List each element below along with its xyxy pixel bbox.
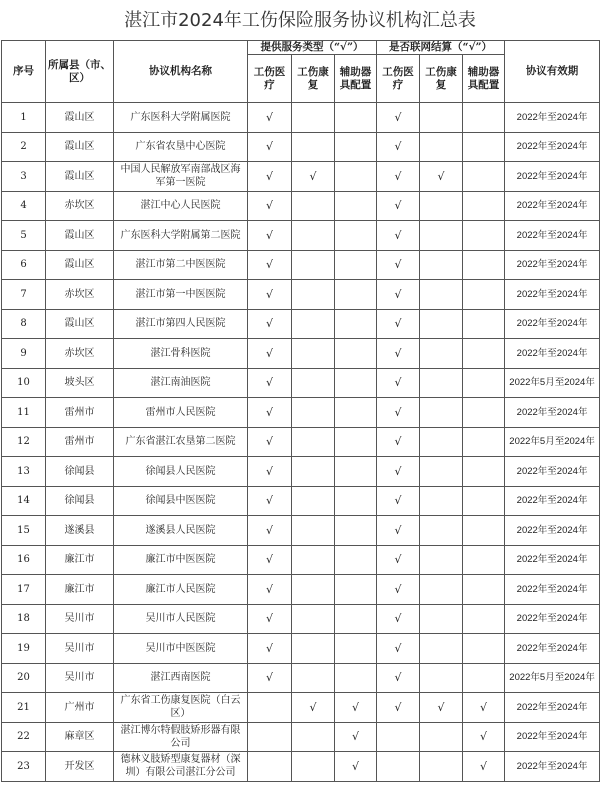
header-county: 所属县（市、区） [46, 41, 114, 103]
cell-name: 徐闻县中医医院 [114, 486, 248, 516]
cell-valid: 2022年5月至2024年 [505, 663, 600, 693]
cell-n-aid: √ [463, 722, 505, 752]
cell-s-rehab [292, 663, 335, 693]
table-row [2, 250, 600, 280]
cell-name: 广东医科大学附属医院 [114, 103, 248, 133]
cell-n-med [377, 752, 420, 782]
cell-s-aid [335, 309, 377, 339]
cell-s-med: √ [248, 250, 292, 280]
cell-s-aid [335, 250, 377, 280]
table-row [2, 663, 600, 693]
table-row [2, 103, 600, 133]
cell-seq: 12 [2, 427, 46, 457]
cell-s-aid [335, 486, 377, 516]
cell-valid: 2022年至2024年 [505, 162, 600, 192]
cell-valid: 2022年至2024年 [505, 280, 600, 310]
table-row [2, 752, 600, 782]
cell-s-rehab [292, 132, 335, 162]
header-service-medical: 工伤医疗 [248, 55, 292, 103]
cell-n-rehab [420, 191, 463, 221]
cell-n-med [377, 722, 420, 752]
cell-s-rehab [292, 398, 335, 428]
cell-s-rehab [292, 486, 335, 516]
cell-seq: 10 [2, 368, 46, 398]
cell-n-med: √ [377, 486, 420, 516]
cell-name: 湛江中心人民医院 [114, 191, 248, 221]
cell-s-med: √ [248, 427, 292, 457]
header-network-rehab: 工伤康复 [420, 55, 463, 103]
cell-seq: 3 [2, 162, 46, 192]
cell-valid: 2022年至2024年 [505, 398, 600, 428]
cell-county: 赤坎区 [46, 339, 114, 369]
cell-seq: 9 [2, 339, 46, 369]
table-row [2, 457, 600, 487]
cell-name: 广东省工伤康复医院（白云区） [114, 693, 248, 723]
cell-n-aid [463, 398, 505, 428]
cell-n-med: √ [377, 368, 420, 398]
cell-county: 雷州市 [46, 427, 114, 457]
cell-n-med: √ [377, 693, 420, 723]
cell-seq: 14 [2, 486, 46, 516]
cell-n-rehab [420, 221, 463, 251]
cell-seq: 23 [2, 752, 46, 782]
cell-s-med: √ [248, 457, 292, 487]
table-row [2, 545, 600, 575]
cell-seq: 5 [2, 221, 46, 251]
cell-s-rehab [292, 250, 335, 280]
header-name: 协议机构名称 [114, 41, 248, 103]
cell-s-aid [335, 516, 377, 546]
cell-n-rehab [420, 132, 463, 162]
cell-valid: 2022年至2024年 [505, 486, 600, 516]
cell-seq: 15 [2, 516, 46, 546]
cell-valid: 2022年5月至2024年 [505, 368, 600, 398]
cell-county: 廉江市 [46, 545, 114, 575]
cell-n-rehab [420, 339, 463, 369]
table-row [2, 575, 600, 605]
cell-valid: 2022年至2024年 [505, 457, 600, 487]
cell-valid: 2022年至2024年 [505, 722, 600, 752]
cell-n-rehab [420, 516, 463, 546]
table-row [2, 693, 600, 723]
cell-n-rehab: √ [420, 693, 463, 723]
cell-s-rehab [292, 368, 335, 398]
cell-valid: 2022年至2024年 [505, 516, 600, 546]
header-service-rehab: 工伤康复 [292, 55, 335, 103]
cell-n-med: √ [377, 398, 420, 428]
cell-s-med: √ [248, 339, 292, 369]
cell-n-med: √ [377, 132, 420, 162]
cell-n-rehab [420, 634, 463, 664]
cell-s-rehab [292, 103, 335, 133]
table-row [2, 280, 600, 310]
cell-n-rehab [420, 427, 463, 457]
cell-s-rehab [292, 545, 335, 575]
cell-n-aid [463, 309, 505, 339]
cell-county: 赤坎区 [46, 191, 114, 221]
table-row [2, 604, 600, 634]
cell-county: 徐闻县 [46, 457, 114, 487]
cell-s-aid [335, 427, 377, 457]
cell-n-rehab [420, 486, 463, 516]
table-row [2, 309, 600, 339]
cell-n-med: √ [377, 103, 420, 133]
cell-name: 廉江市中医医院 [114, 545, 248, 575]
cell-n-rehab [420, 250, 463, 280]
cell-n-rehab [420, 368, 463, 398]
cell-n-med: √ [377, 221, 420, 251]
cell-valid: 2022年至2024年 [505, 693, 600, 723]
cell-valid: 2022年至2024年 [505, 634, 600, 664]
cell-seq: 1 [2, 103, 46, 133]
cell-n-aid [463, 339, 505, 369]
cell-s-aid [335, 634, 377, 664]
cell-n-med: √ [377, 516, 420, 546]
cell-s-rehab [292, 339, 335, 369]
cell-s-aid [335, 221, 377, 251]
cell-n-med: √ [377, 280, 420, 310]
cell-county: 霞山区 [46, 250, 114, 280]
table-row [2, 427, 600, 457]
cell-s-rehab [292, 280, 335, 310]
cell-s-med: √ [248, 132, 292, 162]
cell-seq: 16 [2, 545, 46, 575]
cell-s-rehab: √ [292, 162, 335, 192]
cell-name: 吴川市人民医院 [114, 604, 248, 634]
cell-s-med [248, 722, 292, 752]
cell-n-med: √ [377, 309, 420, 339]
cell-county: 霞山区 [46, 162, 114, 192]
cell-county: 广州市 [46, 693, 114, 723]
cell-s-med: √ [248, 663, 292, 693]
cell-name: 湛江南油医院 [114, 368, 248, 398]
header-valid: 协议有效期 [505, 41, 600, 103]
cell-n-rehab [420, 722, 463, 752]
cell-county: 吴川市 [46, 604, 114, 634]
table-row [2, 221, 600, 251]
header-seq: 序号 [2, 41, 46, 103]
cell-county: 吴川市 [46, 663, 114, 693]
cell-valid: 2022年5月至2024年 [505, 427, 600, 457]
cell-s-med: √ [248, 103, 292, 133]
cell-seq: 4 [2, 191, 46, 221]
cell-county: 坡头区 [46, 368, 114, 398]
cell-s-aid [335, 398, 377, 428]
cell-n-med: √ [377, 427, 420, 457]
cell-name: 广东省湛江农垦第二医院 [114, 427, 248, 457]
cell-county: 霞山区 [46, 103, 114, 133]
cell-n-aid [463, 191, 505, 221]
cell-valid: 2022年至2024年 [505, 250, 600, 280]
cell-n-aid: √ [463, 752, 505, 782]
cell-seq: 18 [2, 604, 46, 634]
cell-county: 遂溪县 [46, 516, 114, 546]
cell-n-aid [463, 575, 505, 605]
cell-valid: 2022年至2024年 [505, 221, 600, 251]
cell-county: 霞山区 [46, 132, 114, 162]
header-network-group: 是否联网结算（“√”） [377, 41, 505, 55]
cell-n-rehab [420, 575, 463, 605]
cell-valid: 2022年至2024年 [505, 191, 600, 221]
cell-n-aid [463, 368, 505, 398]
cell-s-aid [335, 103, 377, 133]
cell-n-aid [463, 221, 505, 251]
cell-n-aid [463, 162, 505, 192]
cell-s-rehab [292, 604, 335, 634]
cell-s-aid [335, 368, 377, 398]
cell-name: 徐闻县人民医院 [114, 457, 248, 487]
cell-n-med: √ [377, 634, 420, 664]
cell-s-rehab [292, 634, 335, 664]
table-row [2, 339, 600, 369]
cell-s-rehab [292, 309, 335, 339]
cell-county: 霞山区 [46, 221, 114, 251]
cell-n-rehab [420, 604, 463, 634]
cell-valid: 2022年至2024年 [505, 132, 600, 162]
cell-s-med [248, 693, 292, 723]
cell-seq: 6 [2, 250, 46, 280]
cell-s-rehab [292, 722, 335, 752]
cell-county: 徐闻县 [46, 486, 114, 516]
cell-s-rehab: √ [292, 693, 335, 723]
cell-seq: 8 [2, 309, 46, 339]
header-service-group: 提供服务类型（“√”） [248, 41, 377, 55]
table-row [2, 634, 600, 664]
cell-n-med: √ [377, 663, 420, 693]
cell-n-aid: √ [463, 693, 505, 723]
header-network-medical: 工伤医疗 [377, 55, 420, 103]
cell-s-aid [335, 339, 377, 369]
cell-s-aid [335, 280, 377, 310]
cell-n-aid [463, 516, 505, 546]
cell-n-aid [463, 457, 505, 487]
cell-name: 湛江市第一中医医院 [114, 280, 248, 310]
cell-valid: 2022年至2024年 [505, 545, 600, 575]
cell-n-aid [463, 663, 505, 693]
table-row [2, 191, 600, 221]
cell-county: 吴川市 [46, 634, 114, 664]
cell-county: 开发区 [46, 752, 114, 782]
cell-s-aid: √ [335, 722, 377, 752]
cell-seq: 17 [2, 575, 46, 605]
cell-s-aid [335, 545, 377, 575]
cell-name: 廉江市人民医院 [114, 575, 248, 605]
cell-valid: 2022年至2024年 [505, 309, 600, 339]
header-network-aids: 辅助器具配置 [463, 55, 505, 103]
table-row [2, 368, 600, 398]
cell-n-rehab [420, 280, 463, 310]
cell-n-aid [463, 132, 505, 162]
cell-seq: 11 [2, 398, 46, 428]
cell-seq: 22 [2, 722, 46, 752]
cell-s-rehab [292, 427, 335, 457]
table-body [2, 103, 600, 782]
cell-s-aid [335, 191, 377, 221]
table-row [2, 398, 600, 428]
cell-s-rehab [292, 516, 335, 546]
cell-county: 廉江市 [46, 575, 114, 605]
cell-seq: 7 [2, 280, 46, 310]
cell-county: 麻章区 [46, 722, 114, 752]
cell-name: 湛江骨科医院 [114, 339, 248, 369]
cell-s-rehab [292, 575, 335, 605]
table-row [2, 132, 600, 162]
cell-n-med: √ [377, 457, 420, 487]
cell-s-med: √ [248, 516, 292, 546]
cell-s-med: √ [248, 398, 292, 428]
cell-n-med: √ [377, 191, 420, 221]
cell-s-med: √ [248, 575, 292, 605]
cell-n-aid [463, 427, 505, 457]
cell-valid: 2022年至2024年 [505, 103, 600, 133]
cell-n-rehab [420, 309, 463, 339]
cell-s-rehab [292, 221, 335, 251]
cell-seq: 2 [2, 132, 46, 162]
cell-seq: 20 [2, 663, 46, 693]
cell-n-med: √ [377, 339, 420, 369]
cell-s-aid [335, 604, 377, 634]
cell-s-rehab [292, 457, 335, 487]
cell-name: 广东省农垦中心医院 [114, 132, 248, 162]
cell-name: 广东医科大学附属第二医院 [114, 221, 248, 251]
cell-s-aid: √ [335, 752, 377, 782]
cell-name: 湛江西南医院 [114, 663, 248, 693]
cell-s-med: √ [248, 545, 292, 575]
cell-n-rehab: √ [420, 162, 463, 192]
cell-name: 遂溪县人民医院 [114, 516, 248, 546]
cell-valid: 2022年至2024年 [505, 604, 600, 634]
header-service-aids: 辅助器具配置 [335, 55, 377, 103]
cell-s-med: √ [248, 280, 292, 310]
cell-n-rehab [420, 457, 463, 487]
cell-s-aid [335, 575, 377, 605]
cell-s-med: √ [248, 368, 292, 398]
cell-n-rehab [420, 103, 463, 133]
cell-s-med: √ [248, 634, 292, 664]
cell-name: 中国人民解放军南部战区海军第一医院 [114, 162, 248, 192]
cell-s-rehab [292, 191, 335, 221]
cell-valid: 2022年至2024年 [505, 339, 600, 369]
cell-valid: 2022年至2024年 [505, 752, 600, 782]
cell-name: 湛江市第四人民医院 [114, 309, 248, 339]
cell-county: 霞山区 [46, 309, 114, 339]
cell-county: 赤坎区 [46, 280, 114, 310]
table-row [2, 516, 600, 546]
cell-seq: 13 [2, 457, 46, 487]
cell-s-med [248, 752, 292, 782]
cell-n-rehab [420, 752, 463, 782]
cell-s-aid: √ [335, 693, 377, 723]
cell-n-aid [463, 545, 505, 575]
cell-s-med: √ [248, 191, 292, 221]
cell-seq: 21 [2, 693, 46, 723]
cell-n-aid [463, 280, 505, 310]
cell-name: 湛江市第二中医医院 [114, 250, 248, 280]
cell-name: 雷州市人民医院 [114, 398, 248, 428]
cell-n-aid [463, 634, 505, 664]
cell-name: 湛江博尔特假肢矫形器有限公司 [114, 722, 248, 752]
table-row [2, 722, 600, 752]
cell-n-aid [463, 103, 505, 133]
cell-n-rehab [420, 545, 463, 575]
cell-s-aid [335, 132, 377, 162]
table-row [2, 162, 600, 192]
cell-county: 雷州市 [46, 398, 114, 428]
cell-n-med: √ [377, 575, 420, 605]
cell-name: 吴川市中医医院 [114, 634, 248, 664]
cell-n-aid [463, 486, 505, 516]
cell-n-med: √ [377, 250, 420, 280]
table-row [2, 486, 600, 516]
cell-s-med: √ [248, 162, 292, 192]
cell-s-med: √ [248, 309, 292, 339]
agreement-table [1, 40, 600, 782]
cell-n-aid [463, 250, 505, 280]
cell-s-aid [335, 162, 377, 192]
cell-s-aid [335, 663, 377, 693]
cell-seq: 19 [2, 634, 46, 664]
cell-n-med: √ [377, 604, 420, 634]
cell-n-med: √ [377, 162, 420, 192]
cell-s-med: √ [248, 604, 292, 634]
cell-n-aid [463, 604, 505, 634]
cell-n-rehab [420, 398, 463, 428]
cell-s-rehab [292, 752, 335, 782]
cell-n-med: √ [377, 545, 420, 575]
cell-valid: 2022年至2024年 [505, 575, 600, 605]
cell-s-med: √ [248, 486, 292, 516]
cell-n-rehab [420, 663, 463, 693]
cell-name: 德林义肢矫型康复器材（深圳）有限公司湛江分公司 [114, 752, 248, 782]
cell-s-med: √ [248, 221, 292, 251]
cell-s-aid [335, 457, 377, 487]
page-title: 湛江市2024年工伤保险服务协议机构汇总表 [124, 10, 476, 31]
